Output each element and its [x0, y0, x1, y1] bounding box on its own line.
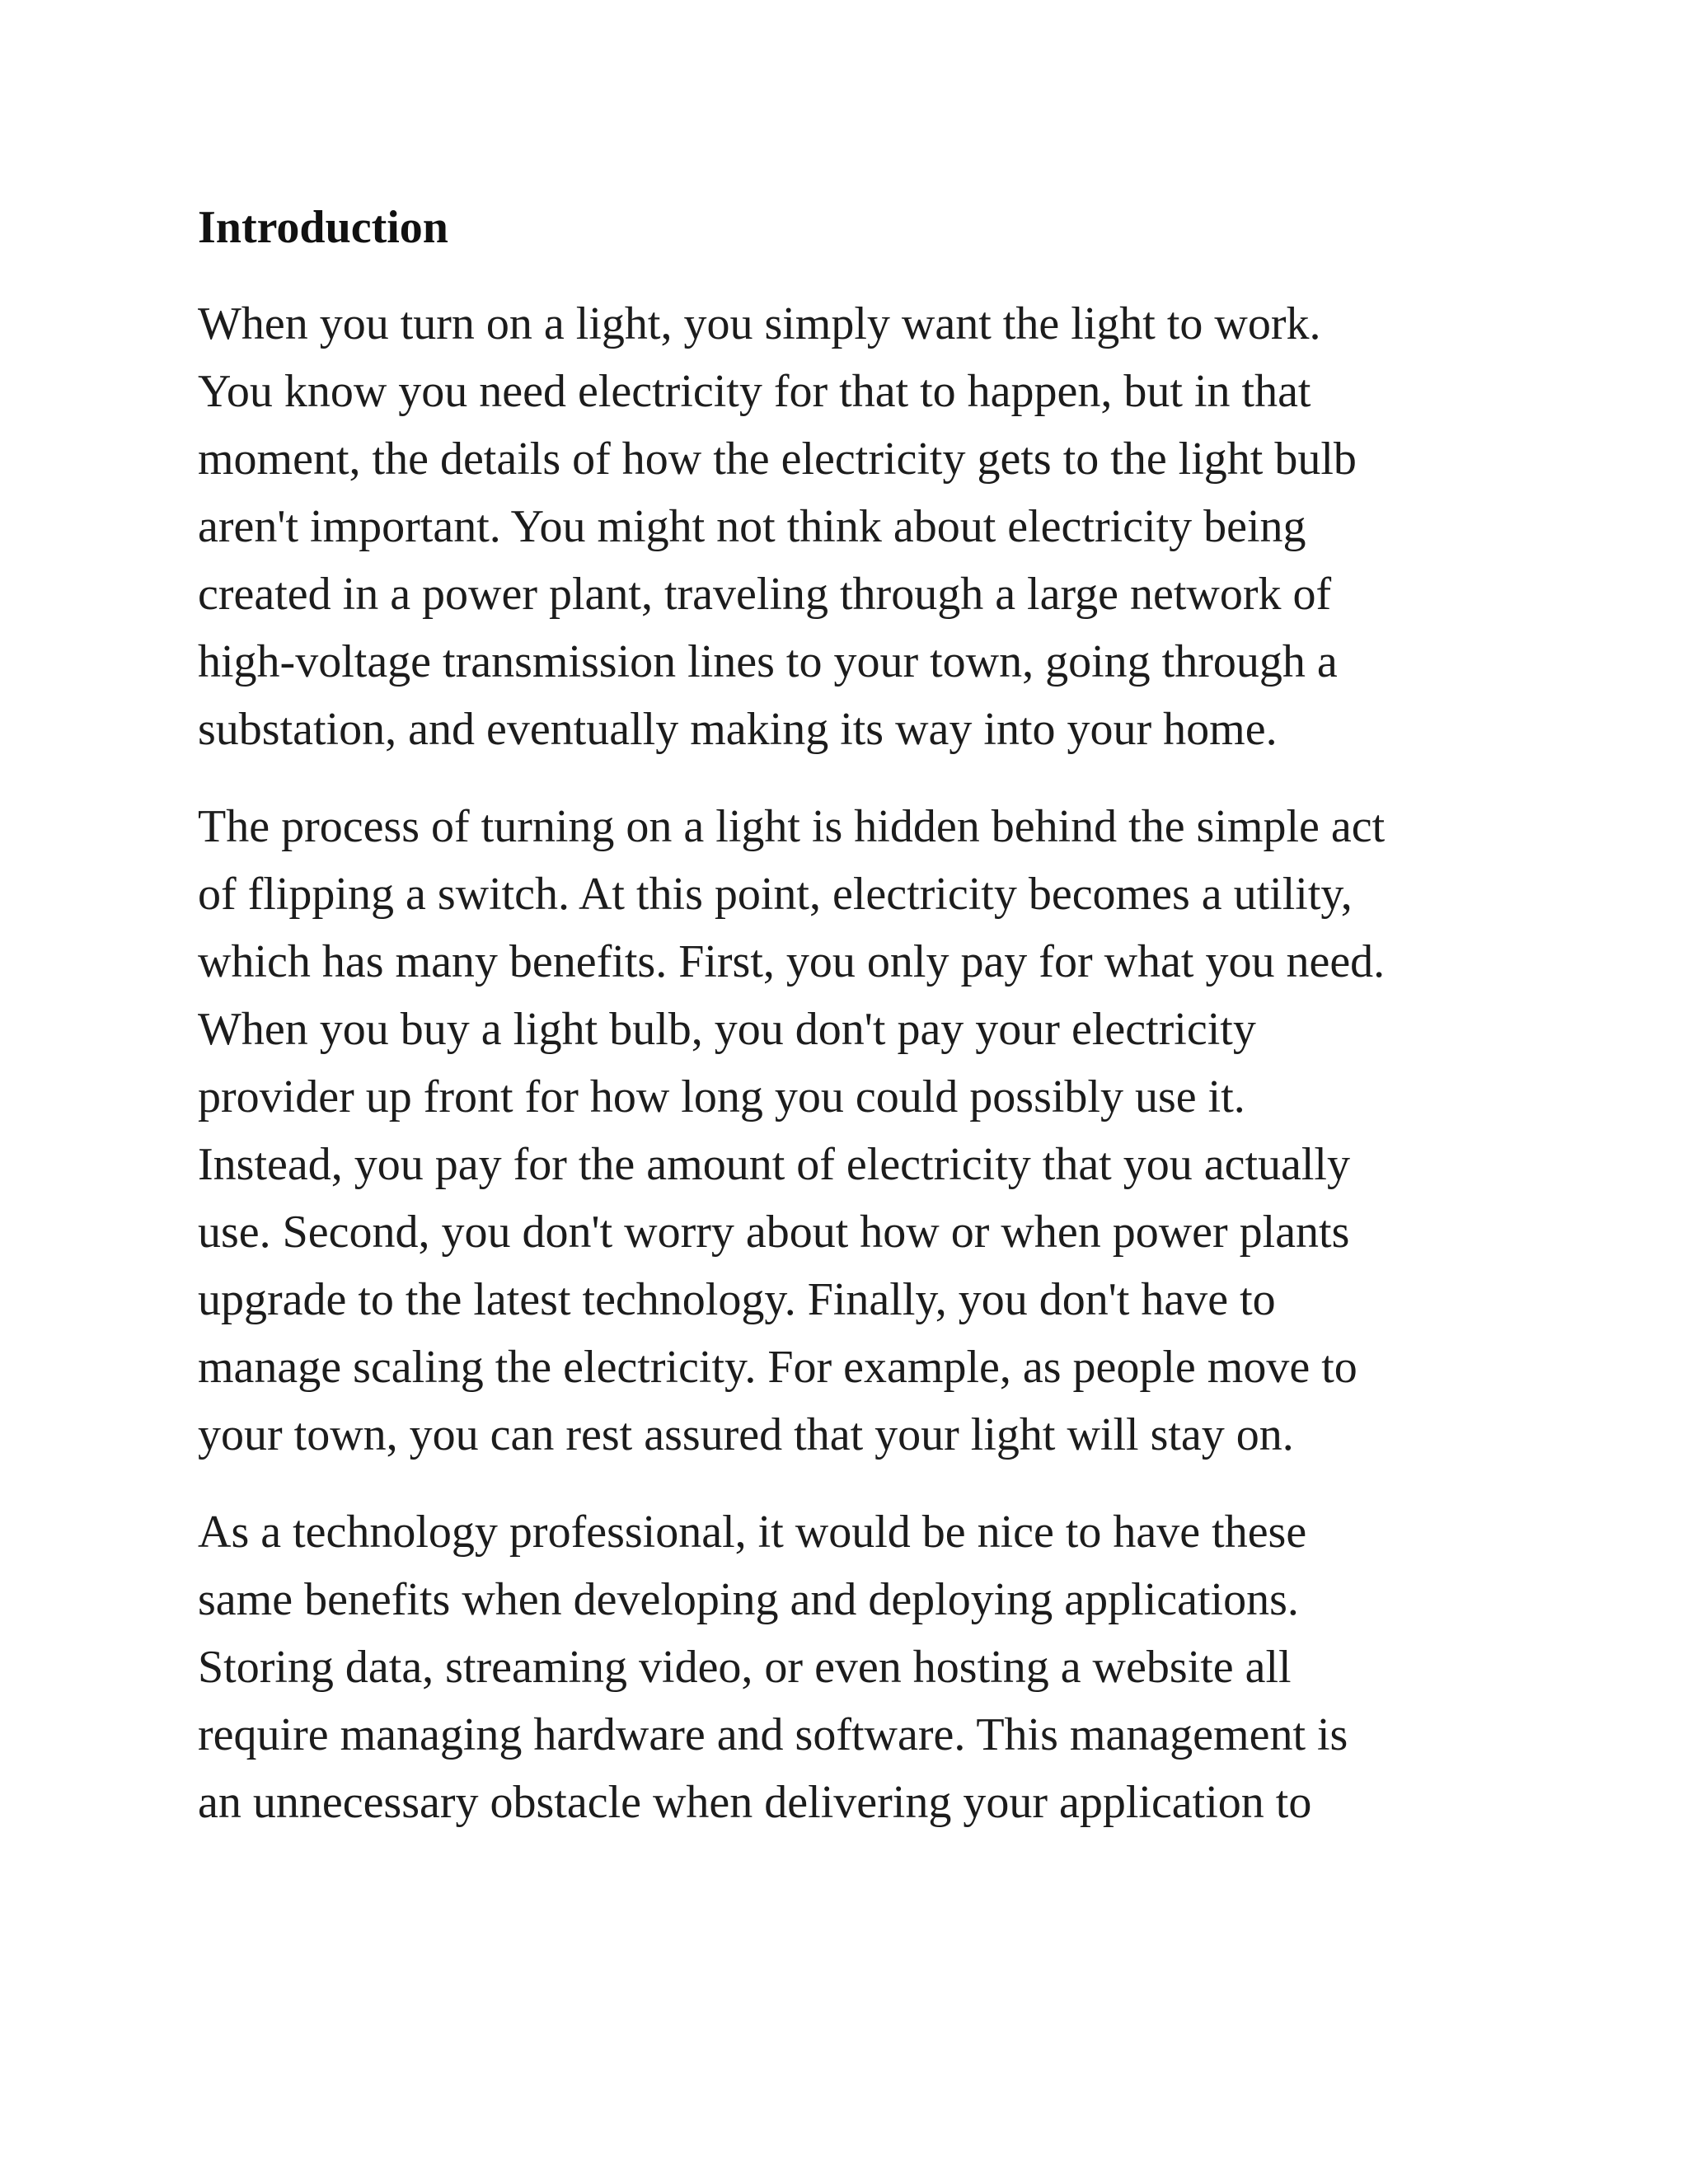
- text-line: manage scaling the electricity. For example, as people move to: [198, 1342, 1357, 1393]
- text-line: upgrade to the latest technology. Finally, you don't have to: [198, 1274, 1276, 1325]
- text-line: substation, and eventually making its way into your home.: [198, 704, 1278, 755]
- paragraph-2: [198, 793, 1484, 1469]
- text-line: created in a power plant, traveling through a large network of: [198, 569, 1332, 620]
- text-line: As a technology professional, it would be nice to have these: [198, 1507, 1307, 1558]
- text-line: moment, the details of how the electricity gets to the light bulb: [198, 434, 1357, 485]
- text-line: The process of turning on a light is hidden behind the simple act: [198, 801, 1386, 852]
- text-line: use. Second, you don't worry about how or when power plants: [198, 1207, 1350, 1258]
- text-line: high-voltage transmission lines to your town, going through a: [198, 636, 1338, 687]
- text-line: same benefits when developing and deploying applications.: [198, 1574, 1299, 1625]
- text-line: of flipping a switch. At this point, electricity becomes a utility,: [198, 869, 1353, 920]
- text-line: aren't important. You might not think about electricity being: [198, 501, 1306, 552]
- text-line: provider up front for how long you could possibly use it.: [198, 1071, 1245, 1122]
- document-content: [198, 194, 1484, 1866]
- text-line: You know you need electricity for that to happen, but in that: [198, 366, 1311, 417]
- text-line: which has many benefits. First, you only pay for what you need.: [198, 936, 1386, 987]
- text-line: an unnecessary obstacle when delivering your application to: [198, 1777, 1312, 1828]
- text-line: Instead, you pay for the amount of electricity that you actually: [198, 1139, 1350, 1190]
- text-line: When you turn on a light, you simply want the light to work.: [198, 298, 1321, 349]
- text-line: When you buy a light bulb, you don't pay your electricity: [198, 1004, 1256, 1055]
- text-line: your town, you can rest assured that your light will stay on.: [198, 1409, 1294, 1460]
- paragraph-1: [198, 290, 1484, 763]
- paragraph-3: [198, 1498, 1484, 1836]
- text-line: Storing data, streaming video, or even hosting a website all: [198, 1642, 1292, 1693]
- section-heading: Introduction: [198, 202, 448, 253]
- text-line: require managing hardware and software. This management is: [198, 1709, 1348, 1760]
